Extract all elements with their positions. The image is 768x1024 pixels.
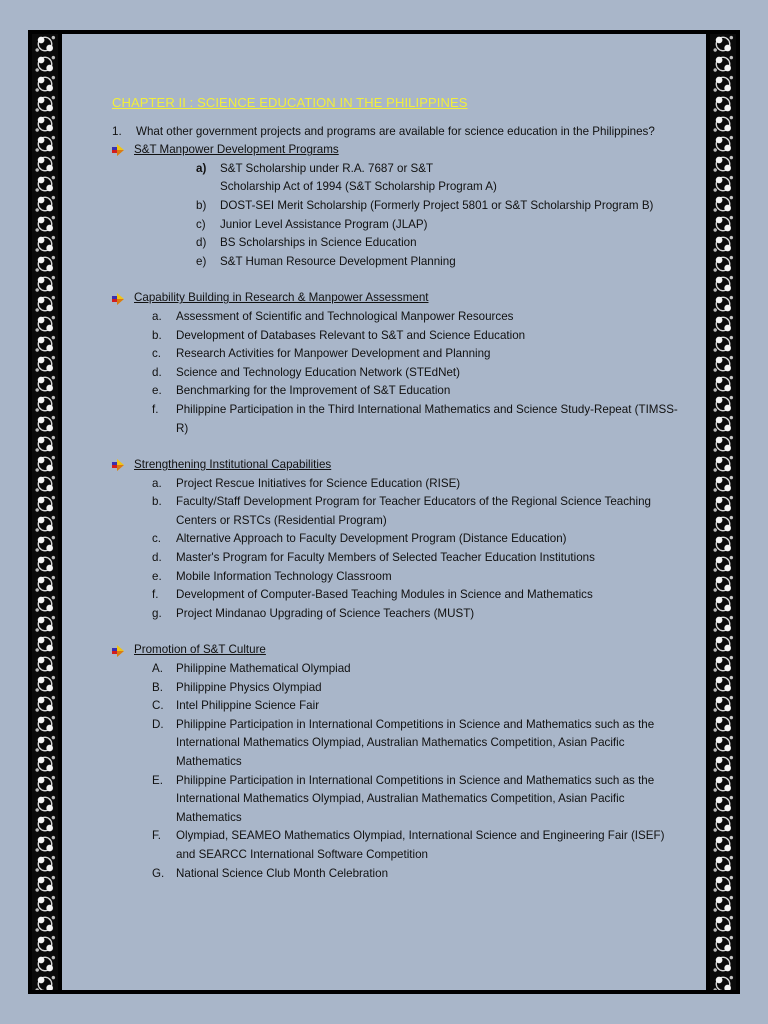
item-marker: B. — [152, 680, 163, 694]
question-number: 1. — [112, 124, 122, 138]
item-text: Mobile Information Technology Classroom — [176, 569, 392, 583]
item-text: Alternative Approach to Faculty Development Program (Distance Education) — [176, 532, 567, 546]
section-spacer — [112, 271, 678, 289]
item-text: DOST-SEI Merit Scholarship (Formerly Project 5801 or S&T Scholarship Program B) — [220, 198, 654, 212]
question-row — [112, 123, 678, 142]
item-marker: e) — [196, 254, 207, 268]
list-item — [152, 865, 678, 884]
item-text: Project Mindanao Upgrading of Science Teachers (MUST) — [176, 606, 475, 620]
item-marker: d. — [152, 365, 162, 379]
section-heading — [112, 641, 678, 660]
item-text: S&T Scholarship under R.A. 7687 or S&T — [220, 161, 434, 175]
item-text: Science and Technology Education Network (STEdNet) — [176, 365, 460, 379]
list-item — [152, 568, 678, 587]
section-title: Capability Building in Research & Manpower Assessment — [134, 291, 429, 305]
item-text: Development of Databases Relevant to S&T and Science Education — [176, 328, 526, 342]
item-marker: a. — [152, 476, 162, 490]
list-item — [152, 327, 678, 346]
item-marker: c) — [196, 217, 206, 231]
chapter-title: CHAPTER II : SCIENCE EDUCATION IN THE PHILIPPINES — [112, 95, 468, 110]
list-item — [152, 697, 678, 716]
item-text: Research Activities for Manpower Development and Planning — [176, 347, 491, 361]
item-marker: f. — [152, 402, 159, 416]
ornamental-border-right-icon — [710, 34, 736, 990]
list-item — [152, 382, 678, 401]
section-spacer — [112, 438, 678, 456]
item-marker: E. — [152, 773, 163, 787]
item-marker: C. — [152, 699, 164, 713]
item-marker: f. — [152, 588, 159, 602]
item-text: Philippine Participation in International Competitions in Science and Mathematics such as the International Mathematics Olympiad, Australian Mathematics Competition, Asian Pacific Mathematics — [176, 773, 655, 824]
item-marker: e. — [152, 384, 162, 398]
item-text: Faculty/Staff Development Program for Teacher Educators of the Regional Science Teaching Centers or RSTCs (Residential Program) — [176, 495, 651, 527]
list-item — [152, 679, 678, 698]
list-item — [196, 178, 678, 197]
arrow-bullet-icon — [112, 144, 124, 156]
item-text: Philippine Participation in International Competitions in Science and Mathematics such as the International Mathematics Olympiad, Australian Mathematics Competition, Asian Pacific Mathematics — [176, 717, 655, 768]
item-marker: A. — [152, 662, 163, 676]
list-item — [196, 160, 678, 179]
section-title: S&T Manpower Development Programs — [134, 143, 339, 157]
list-item — [152, 345, 678, 364]
arrow-bullet-icon — [112, 459, 124, 471]
section-st-culture — [112, 641, 678, 883]
section-heading — [112, 141, 678, 160]
list-item — [152, 493, 678, 530]
list-item — [152, 549, 678, 568]
item-marker: F. — [152, 829, 162, 843]
section-capability-building — [112, 289, 678, 438]
list-item — [196, 253, 678, 272]
list-item — [152, 530, 678, 549]
item-marker: d) — [196, 236, 207, 250]
question-text: What other government projects and programs are available for science education in the Philippines? — [136, 124, 655, 138]
item-marker: b. — [152, 328, 162, 342]
item-marker: G. — [152, 866, 165, 880]
item-text: Development of Computer-Based Teaching Modules in Science and Mathematics — [176, 588, 593, 602]
list-item — [152, 660, 678, 679]
item-text: Philippine Mathematical Olympiad — [176, 662, 351, 676]
list-item — [196, 234, 678, 253]
section-item-list — [112, 160, 678, 272]
item-marker: c. — [152, 347, 162, 361]
item-marker: g. — [152, 606, 162, 620]
arrow-bullet-icon — [112, 293, 124, 305]
item-text: Olympiad, SEAMEO Mathematics Olympiad, International Science and Engineering Fair (ISEF) and SEARCC International Software Competition — [176, 829, 665, 861]
ornamental-border-left-icon — [32, 34, 58, 990]
list-item — [152, 401, 678, 438]
section-heading — [112, 456, 678, 475]
list-item — [152, 772, 678, 828]
section-title: Promotion of S&T Culture — [134, 643, 266, 657]
item-text: Assessment of Scientific and Technological Manpower Resources — [176, 309, 514, 323]
list-item — [152, 716, 678, 772]
item-marker: d. — [152, 551, 162, 565]
item-text: Philippine Physics Olympiad — [176, 680, 322, 694]
section-item-list — [112, 475, 678, 624]
item-marker: c. — [152, 532, 162, 546]
item-text: National Science Club Month Celebration — [176, 866, 389, 880]
list-item — [152, 586, 678, 605]
item-text: Master's Program for Faculty Members of Selected Teacher Education Institutions — [176, 551, 595, 565]
list-item — [152, 827, 678, 864]
list-item — [152, 475, 678, 494]
item-marker: a) — [196, 161, 207, 175]
item-marker: a. — [152, 309, 162, 323]
section-spacer — [112, 623, 678, 641]
section-title: Strengthening Institutional Capabilities — [134, 458, 332, 472]
item-text: Philippine Participation in the Third International Mathematics and Science Study-Repeat (TIMSS-R) — [176, 402, 678, 435]
list-item — [152, 364, 678, 383]
document-body — [62, 34, 706, 990]
item-text: Benchmarking for the Improvement of S&T Education — [176, 384, 451, 398]
section-manpower-development — [112, 141, 678, 271]
item-text: Project Rescue Initiatives for Science Education (RISE) — [176, 476, 461, 490]
item-marker — [196, 178, 220, 197]
list-item — [152, 605, 678, 624]
arrow-bullet-icon — [112, 645, 124, 657]
list-item — [152, 308, 678, 327]
list-item — [196, 216, 678, 235]
item-text: BS Scholarships in Science Education — [220, 236, 417, 250]
section-item-list — [112, 308, 678, 438]
item-text: S&T Human Resource Development Planning — [220, 254, 456, 268]
item-text: Scholarship Act of 1994 (S&T Scholarship Program A) — [220, 180, 497, 194]
item-marker: D. — [152, 717, 164, 731]
item-text: Junior Level Assistance Program (JLAP) — [220, 217, 428, 231]
section-heading — [112, 289, 678, 308]
item-marker: b. — [152, 495, 162, 509]
list-item — [196, 197, 678, 216]
section-institutional-capabilities — [112, 456, 678, 623]
section-item-list — [112, 660, 678, 883]
item-marker: b) — [196, 198, 207, 212]
item-marker: e. — [152, 569, 162, 583]
item-text: Intel Philippine Science Fair — [176, 699, 320, 713]
